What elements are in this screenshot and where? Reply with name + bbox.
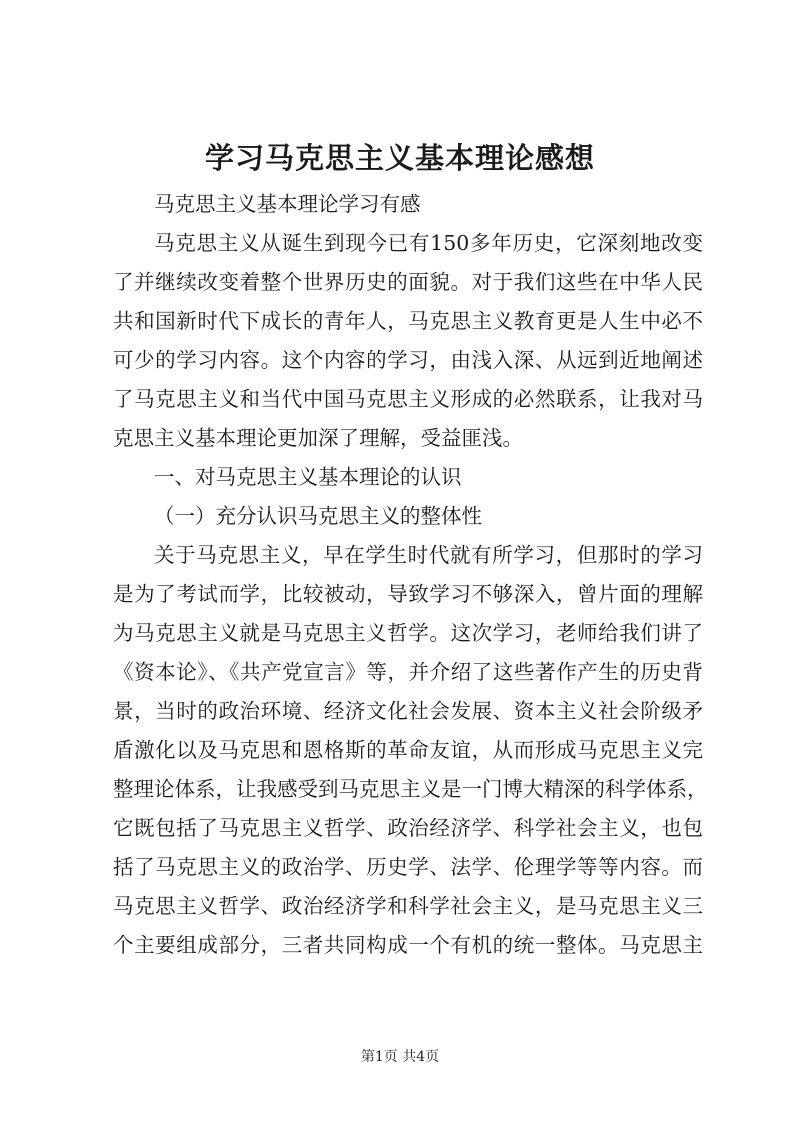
paragraph-line: 盾激化以及马克思和恩格斯的革命友谊，从而形成马克思主义完	[113, 738, 703, 762]
paragraph-line: 是为了考试而学，比较被动，导致学习不够深入，曾片面的理解	[113, 582, 703, 606]
paragraph-line: 为马克思主义就是马克思主义哲学。这次学习，老师给我们讲了	[113, 621, 703, 645]
paragraph-line: 了马克思主义和当代中国马克思主义形成的必然联系，让我对马	[113, 387, 703, 411]
document-title: 学习马克思主义基本理论感想	[204, 141, 595, 175]
subsection-heading: （一）充分认识马克思主义的整体性	[154, 504, 482, 528]
paragraph-line: 整理论体系，让我感受到马克思主义是一门博大精深的科学体系，	[113, 777, 708, 801]
paragraph-line: 括了马克思主义的政治学、历史学、法学、伦理学等等内容。而	[113, 855, 703, 879]
paragraph-line: 它既包括了马克思主义哲学、政治经济学、科学社会主义，也包	[113, 816, 703, 840]
paragraph-line: 景，当时的政治环境、经济文化社会发展、资本主义社会阶级矛	[113, 699, 703, 723]
subtitle-line: 马克思主义基本理论学习有感	[154, 192, 421, 216]
paragraph-line: 《资本论》、《共产党宣言》等，并介绍了这些著作产生的历史背	[113, 660, 703, 684]
document-body	[113, 185, 708, 965]
paragraph-line: 可少的学习内容。这个内容的学习，由浅入深、从远到近地阐述	[113, 348, 703, 372]
paragraph-line: 共和国新时代下成长的青年人，马克思主义教育更是人生中必不	[113, 309, 703, 333]
paragraph-line: 了并继续改变着整个世界历史的面貌。对于我们这些在中华人民	[113, 270, 703, 294]
section-heading: 一、对马克思主义基本理论的认识	[154, 465, 462, 489]
paragraph-line: 马克思主义哲学、政治经济学和科学社会主义，是马克思主义三	[113, 894, 703, 918]
page-number-footer: 第1页 共4页	[360, 1049, 440, 1065]
paragraph-line: 马克思主义从诞生到现今已有150多年历史，它深刻地改变	[154, 231, 703, 255]
paragraph-line: 个主要组成部分，三者共同构成一个有机的统一整体。马克思主	[113, 933, 703, 957]
paragraph-line: 关于马克思主义，早在学生时代就有所学习，但那时的学习	[154, 543, 703, 567]
paragraph-line: 克思主义基本理论更加深了理解，受益匪浅。	[113, 426, 523, 450]
